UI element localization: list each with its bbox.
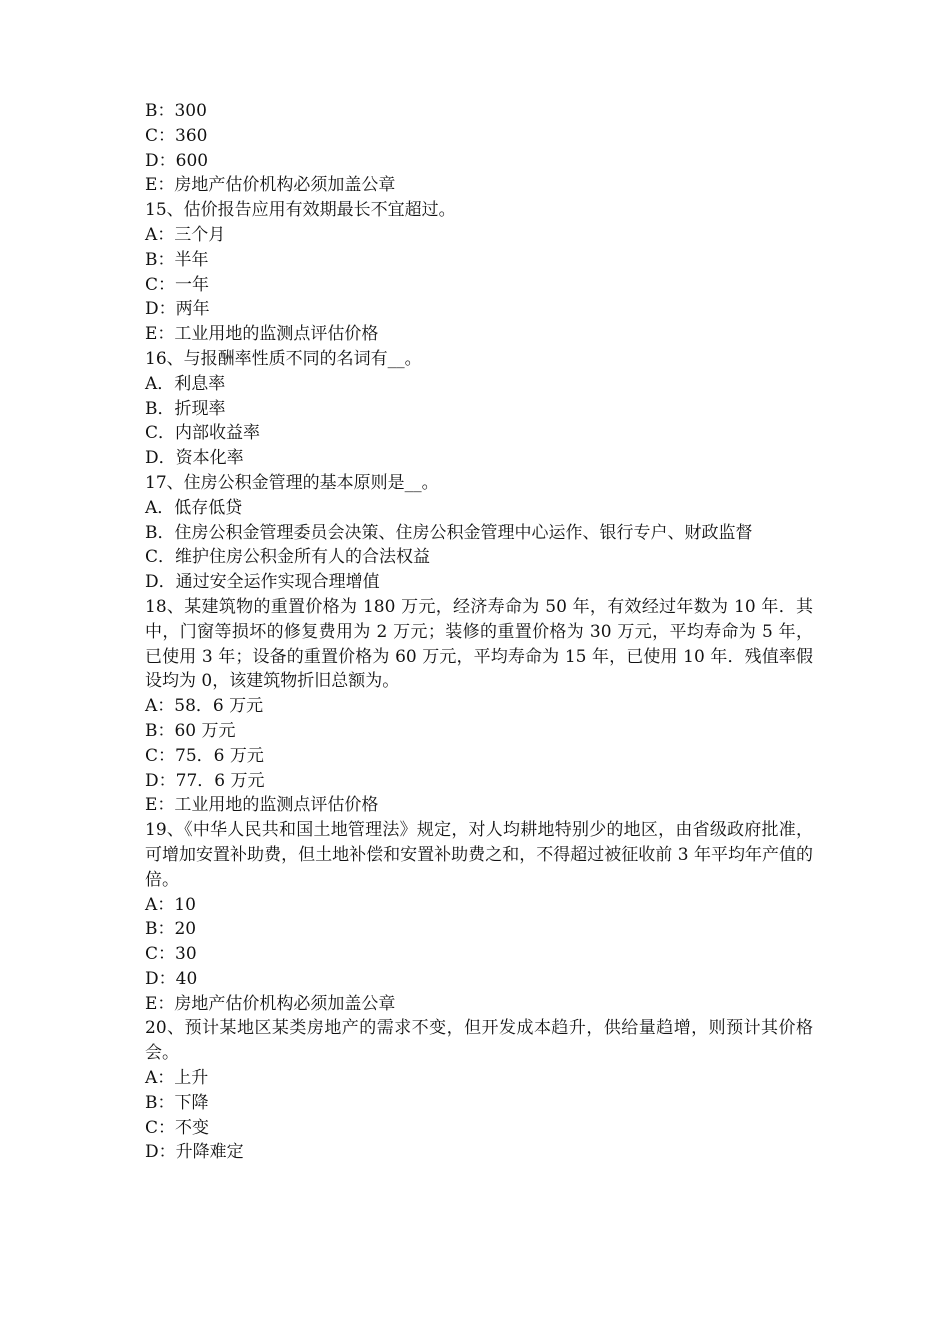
option-a-15: A：三个月 — [145, 224, 226, 245]
question-16: 16、与报酬率性质不同的名词有__。 — [145, 348, 422, 369]
option-a-16: A．利息率 — [145, 373, 226, 394]
option-b-19: B：20 — [145, 919, 197, 940]
option-d-20: D：升降难定 — [145, 1142, 244, 1163]
option-d-15: D：两年 — [145, 299, 210, 320]
option-c-15: C：一年 — [145, 274, 210, 295]
option-c-20: C：不变 — [145, 1117, 210, 1138]
option-e-14: E：房地产估价机构必须加盖公章 — [145, 175, 396, 196]
option-a-20: A：上升 — [145, 1068, 209, 1089]
option-b-20: B：下降 — [145, 1092, 209, 1113]
option-a-18: A：58．6 万元 — [145, 696, 264, 717]
option-a-19: A：10 — [145, 894, 196, 915]
question-18: 18、某建筑物的重置价格为 180 万元，经济寿命为 50 年，有效经过年数为 10 年．其中，门窗等损坏的修复费用为 2 万元；装修的重置价格为 30 万元，平均寿命为 5 年，已使用 3 年；设备的重置价格为 60 万元，平均寿命为 15 年，已使用 10 年．残值率假设均为 0，该建筑物折旧总额为。 — [145, 596, 813, 692]
option-e-19: E：房地产估价机构必须加盖公章 — [145, 993, 396, 1014]
option-e-15: E：工业用地的监测点评估价格 — [145, 324, 379, 345]
question-17: 17、住房公积金管理的基本原则是__。 — [145, 472, 439, 493]
option-b-14: B：300 — [145, 101, 207, 121]
option-b-18: B：60 万元 — [145, 720, 236, 741]
option-b-17: B．住房公积金管理委员会决策、住房公积金管理中心运作、银行专户、财政监督 — [145, 522, 753, 543]
option-d-17: D．通过安全运作实现合理增值 — [145, 572, 380, 593]
option-d-18: D：77．6 万元 — [145, 770, 265, 791]
option-d-14: D：600 — [145, 150, 209, 171]
option-d-16: D．资本化率 — [145, 448, 244, 469]
option-c-17: C．维护住房公积金所有人的合法权益 — [145, 547, 431, 568]
option-d-19: D：40 — [145, 968, 198, 989]
question-20: 20、预计某地区某类房地产的需求不变，但开发成本趋升，供给量趋增，则预计其价格会。 — [145, 1018, 813, 1064]
question-15: 15、估价报告应用有效期最长不宜超过。 — [145, 200, 456, 221]
option-b-16: B．折现率 — [145, 398, 226, 419]
option-a-17: A．低存低贷 — [145, 497, 243, 518]
option-c-16: C．内部收益率 — [145, 423, 261, 444]
option-c-14: C：360 — [145, 125, 208, 146]
document-body — [145, 99, 813, 1165]
option-e-18: E：工业用地的监测点评估价格 — [145, 795, 379, 816]
option-c-19: C：30 — [145, 944, 197, 965]
option-c-18: C：75．6 万元 — [145, 745, 264, 766]
question-19: 19、《中华人民共和国土地管理法》规定，对人均耕地特别少的地区，由省级政府批准，可增加安置补助费，但土地补偿和安置补助费之和，不得超过被征收前 3 年平均年产值的倍。 — [145, 820, 813, 890]
option-b-15: B：半年 — [145, 249, 209, 270]
